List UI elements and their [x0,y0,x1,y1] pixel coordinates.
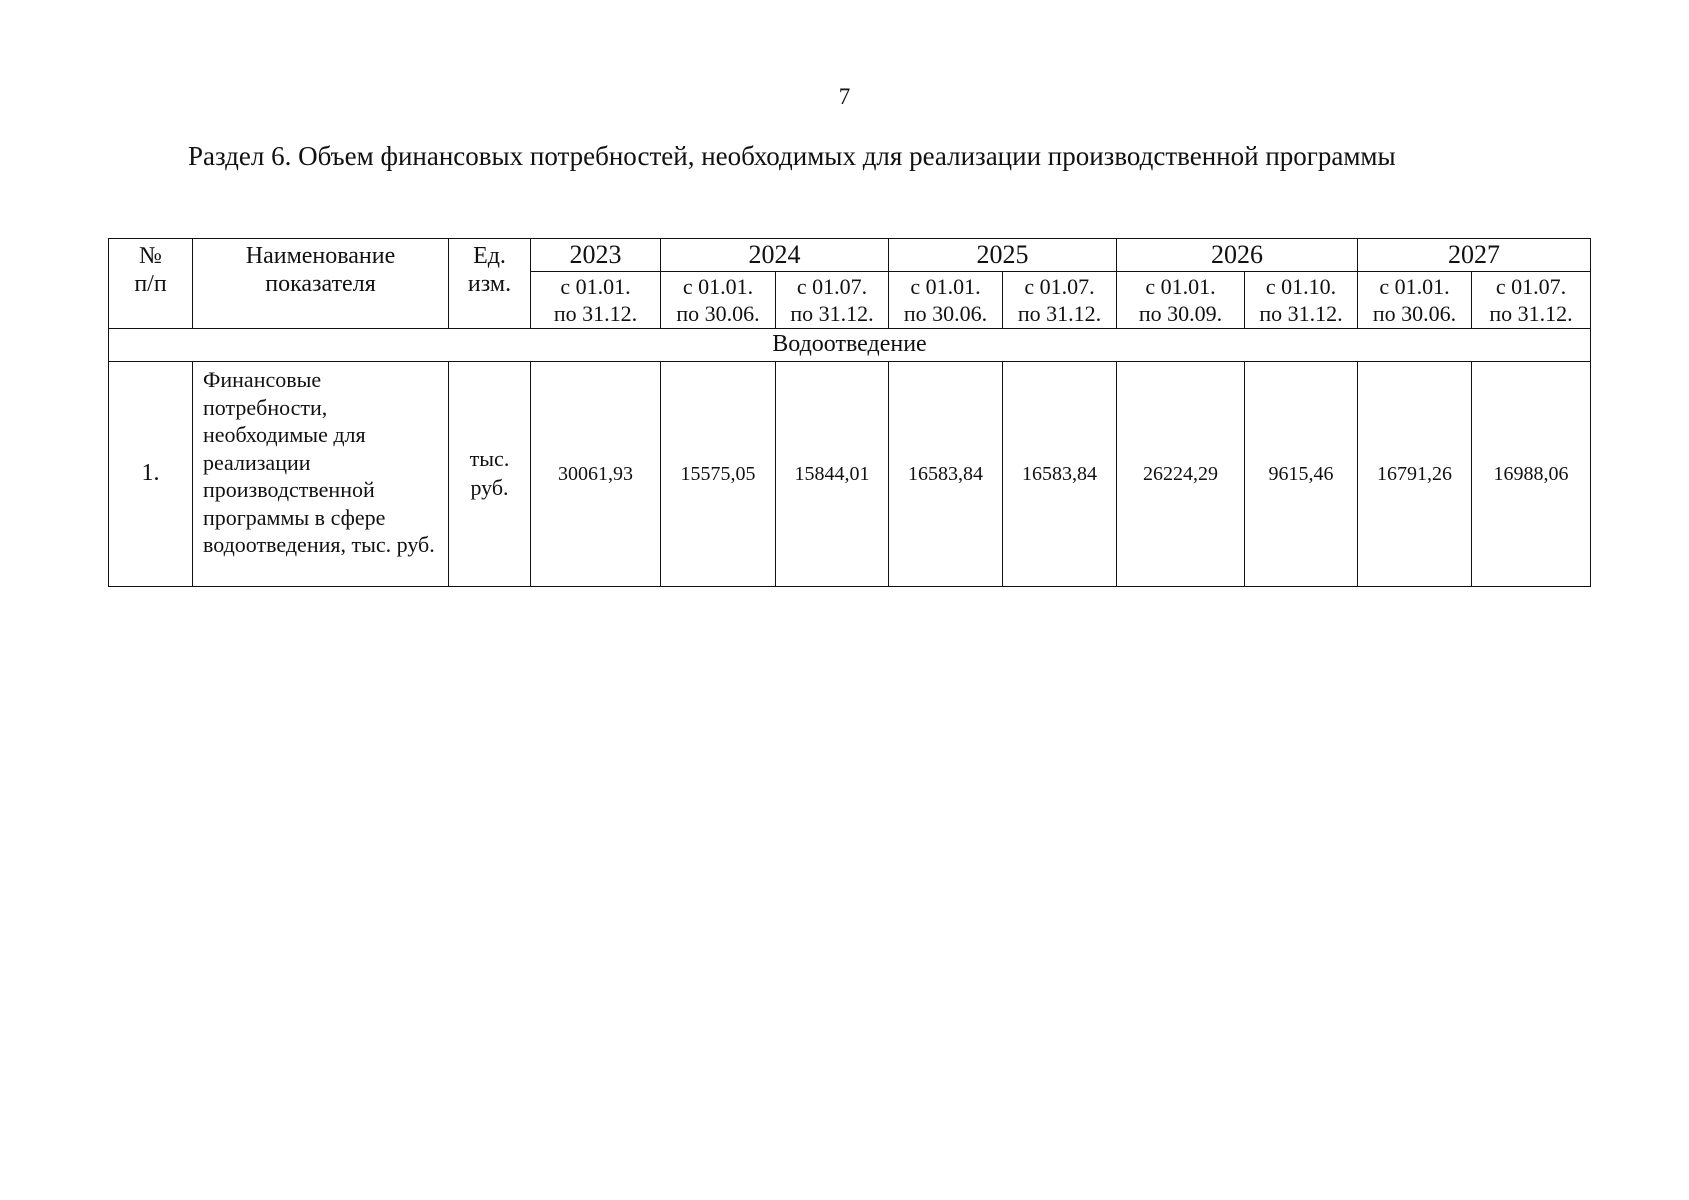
period-from: с 01.01. [560,273,631,299]
value-cell: 15575,05 [661,362,776,587]
year-2027: 2027 [1358,239,1591,272]
period-to: по 30.06. [903,301,988,326]
header-number-line2: п/п [134,270,167,297]
header-number-cell [109,239,193,329]
period-to: по 30.09. [1138,301,1223,326]
period-to: по 30.06. [676,301,760,326]
header-name-line2: показателя [265,270,376,297]
year-2025: 2025 [889,239,1117,272]
year-2026: 2026 [1117,239,1358,272]
header-number-line1: № [139,243,162,269]
period-from: с 01.07. [1024,273,1095,299]
period-cell [1472,272,1591,329]
period-to: по 31.12. [553,301,638,326]
period-cell [889,272,1003,329]
period-from: с 01.01. [1145,273,1216,299]
value-cell: 30061,93 [531,362,661,587]
period-cell [1003,272,1117,329]
period-cell [661,272,776,329]
section-title: Раздел 6. Объем финансовых потребностей, необходимых для реализации производственной программы [188,141,1396,171]
header-unit-line1: Ед. [473,243,506,269]
section-row [109,329,1591,362]
period-to: по 30.06. [1372,301,1457,326]
period-cell [776,272,889,329]
period-cell [1358,272,1472,329]
header-unit-cell [449,239,531,329]
value-cell: 16583,84 [1003,362,1117,587]
period-from: с 01.01. [1379,273,1450,299]
period-to: по 31.12. [1017,301,1102,326]
value-cell: 16988,06 [1472,362,1591,587]
period-cell [1245,272,1358,329]
period-to: по 31.12. [1489,301,1573,326]
year-2023: 2023 [531,239,661,272]
period-to: по 31.12. [1259,301,1343,326]
section-label: Водоотведение [109,329,1591,362]
period-from: с 01.07. [1495,273,1567,299]
financial-needs-table [108,238,1591,587]
header-name-line1: Наименование [245,243,396,269]
row-unit-line2: руб. [470,475,509,500]
value-cell: 16791,26 [1358,362,1472,587]
period-from: с 01.01. [910,273,981,299]
table-row [109,362,1591,587]
year-2024: 2024 [661,239,889,272]
value-cell: 16583,84 [889,362,1003,587]
period-to: по 31.12. [790,301,874,326]
row-indicator-name: Финансовые потребности, необходимые для реализации производственной программы в сфере водоотведения, тыс. руб. [193,362,449,587]
period-from: с 01.01. [682,273,754,299]
period-from: с 01.10. [1265,273,1337,299]
page-number: 7 [838,84,851,109]
row-unit-line1: тыс. [469,446,510,472]
value-cell: 15844,01 [776,362,889,587]
value-cell: 9615,46 [1245,362,1358,587]
period-from: с 01.07. [796,273,868,299]
value-cell: 26224,29 [1117,362,1245,587]
header-row-years [109,239,1591,272]
period-cell [1117,272,1245,329]
header-unit-line2: изм. [467,270,512,297]
period-cell [531,272,661,329]
row-unit [449,362,531,587]
header-name-cell [193,239,449,329]
row-number: 1. [109,362,193,587]
